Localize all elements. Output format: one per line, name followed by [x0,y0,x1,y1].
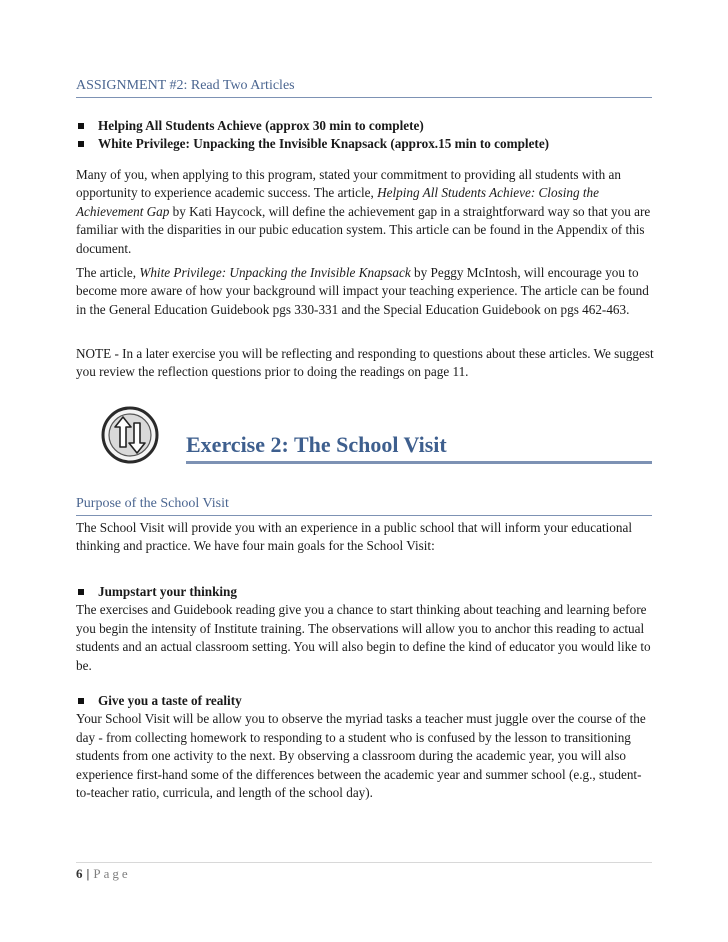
square-bullet-icon [78,698,84,704]
goal-jumpstart [76,583,656,675]
purpose-intro: The School Visit will provide you with an experience in a public school that will inform your educational thinking and practice. We have four main goals for the School Visit: [76,520,633,554]
circular-arrows-icon [100,405,160,465]
exercise-title: Exercise 2: The School Visit [186,431,652,464]
purpose-heading: Purpose of the School Visit [76,495,652,516]
goal-reality [76,692,656,802]
article-title: White Privilege: Unpacking the Invisible Knapsack [139,265,411,280]
square-bullet-icon [78,589,84,595]
page-number: 6 [76,866,83,881]
goal-text: The exercises and Guidebook reading give you a chance to start thinking about teaching and learning before you begin the intensity of Institute training. The observations will allow you to anchor this reading to actual students and an actual classroom setting. You will also begin to define the kind of educator you would like to be. [76,602,651,673]
assignment-heading: ASSIGNMENT #2: Read Two Articles [76,77,652,98]
exercise-header [76,405,654,465]
footer-divider [76,862,652,863]
goal-title: Jumpstart your thinking [76,583,656,601]
list-item [76,135,656,153]
goal-title: Give you a taste of reality [76,692,656,710]
bullet-text: Helping All Students Achieve (approx 30 min to complete) [98,118,424,133]
page-footer [76,866,131,882]
knapsack-paragraph: The article, White Privilege: Unpacking the Invisible Knapsack by Peggy McIntosh, will encourage you to become more aware of how your background will impact your teaching experience. The article can be found in the General Education Guidebook pgs 330-331 and the Special Education Guidebook on pgs 462-463. [76,265,649,317]
page-label: Page [93,866,131,881]
intro-paragraph: Many of you, when applying to this program, stated your commitment to providing all students with an opportunity to experience academic success. The article, Helping All Students Achieve: Closing the Achievement Gap by Kati Haycock, will define the achievement gap in a straightforward way so that you are familiar with the disparities in our pubic education system. This article can be found in the Appendix of this document. [76,167,651,256]
square-bullet-icon [78,123,84,129]
footer-separator: | [86,866,90,881]
bullet-text: White Privilege: Unpacking the Invisible Knapsack (approx.15 min to complete) [98,136,550,152]
square-bullet-icon [78,141,84,147]
article-title: Helping All Students Achieve: Closing the Achievement Gap [76,185,599,219]
list-item [76,117,656,135]
note-paragraph: NOTE - In a later exercise you will be reflecting and responding to questions about these articles. We suggest you review the reflection questions prior to doing the readings on page 11. [76,346,654,380]
assignment-bullet-list [76,117,656,154]
goal-text: Your School Visit will be allow you to observe the myriad tasks a teacher must juggle over the course of the day - from collecting homework to responding to a student who is confused by the lesson to transitioning students from one activity to the next. By observing a classroom during the academic year, you will also experience first-hand some of the differences between the academic year and summer school (e.g., student-to-teacher ratio, curricula, and length of the school day). [76,711,646,801]
